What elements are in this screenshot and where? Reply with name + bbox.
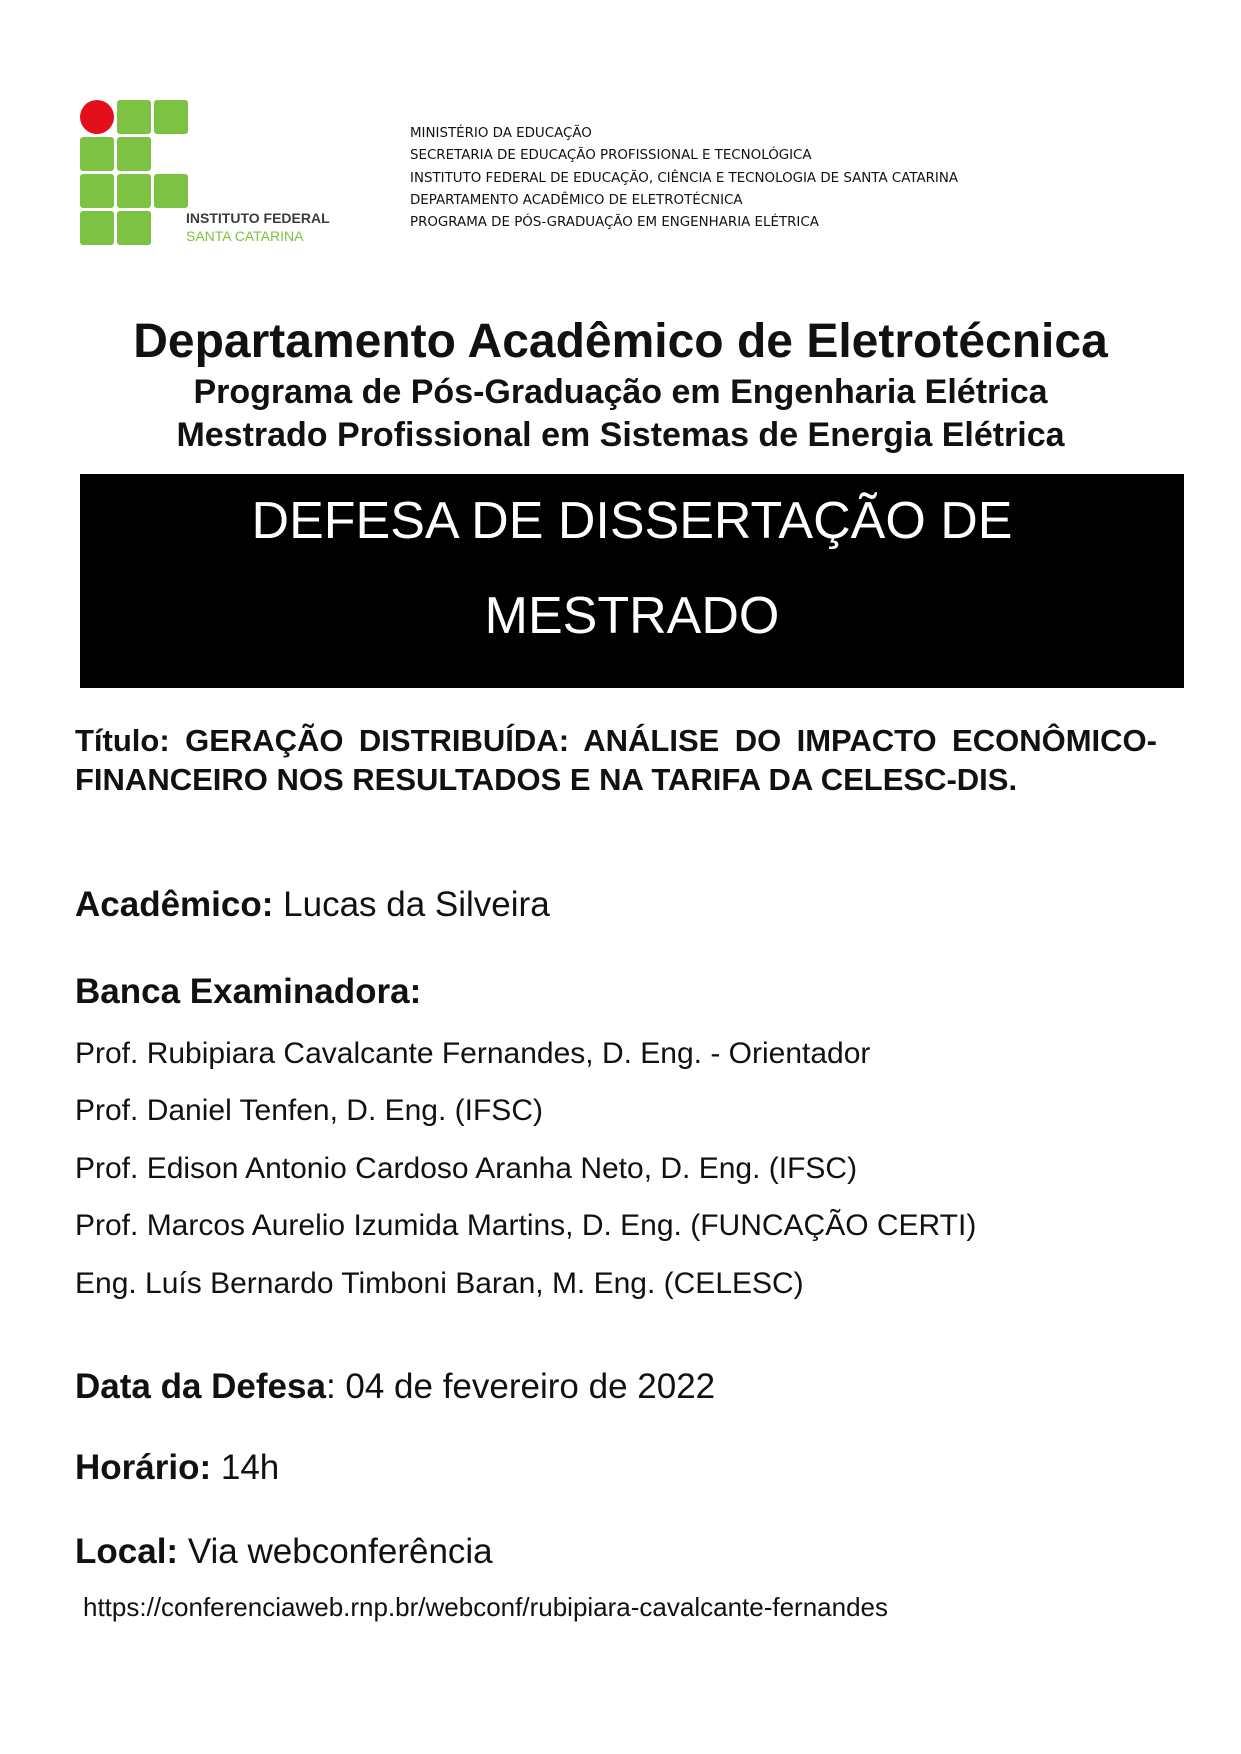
- logo-square: [117, 174, 151, 208]
- time-row: [75, 1446, 279, 1490]
- webconference-link[interactable]: https://conferenciaweb.rnp.br/webconf/rubipiara-cavalcante-fernandes: [83, 1592, 889, 1622]
- institution-line: MINISTÉRIO DA EDUCAÇÃO: [410, 126, 592, 141]
- banner-line-1: DEFESA DE DISSERTAÇÃO DE: [251, 492, 1013, 550]
- institution-line: INSTITUTO FEDERAL DE EDUCAÇÃO, CIÊNCIA E TECNOLOGIA DE SANTA CATARINA: [410, 170, 959, 186]
- student-row: [75, 883, 550, 927]
- board-member: Prof. Marcos Aurelio Izumida Martins, D. Eng. (FUNCAÇÃO CERTI): [75, 1209, 977, 1242]
- date-label: Data da Defesa: [75, 1367, 326, 1406]
- logo-square: [154, 100, 188, 134]
- location-label: Local:: [75, 1532, 179, 1571]
- date-value: : 04 de fevereiro de 2022: [325, 1367, 716, 1406]
- time-label: Horário:: [75, 1448, 212, 1487]
- logo-square: [80, 211, 114, 245]
- title-label: Título:: [75, 723, 170, 758]
- time-value: 14h: [220, 1448, 280, 1487]
- logo-name: INSTITUTO FEDERAL: [186, 210, 330, 226]
- date-row: [75, 1365, 715, 1409]
- student-name: Lucas da Silveira: [283, 885, 550, 924]
- board-heading: [75, 970, 421, 1014]
- institution-line: PROGRAMA DE PÓS-GRADUAÇÃO EM ENGENHARIA ELÉTRICA: [410, 215, 819, 231]
- location-value: Via webconferência: [187, 1532, 493, 1571]
- student-label: Acadêmico:: [75, 885, 274, 924]
- logo-square: [117, 137, 151, 171]
- board-member: Eng. Luís Bernardo Timboni Baran, M. Eng. (CELESC): [75, 1267, 804, 1300]
- logo-square: [117, 211, 151, 245]
- banner-line-2: MESTRADO: [484, 587, 780, 645]
- institution-line: SECRETARIA DE EDUCAÇÃO PROFISSIONAL E TECNOLÓGICA: [410, 148, 812, 164]
- program-heading: Programa de Pós-Graduação em Engenharia Elétrica: [193, 373, 1048, 411]
- institution-line: DEPARTAMENTO ACADÊMICO DE ELETROTÉCNICA: [410, 192, 743, 208]
- course-heading: Mestrado Profissional em Sistemas de Energia Elétrica: [176, 416, 1065, 454]
- board-member: Prof. Edison Antonio Cardoso Aranha Neto, D. Eng. (IFSC): [75, 1152, 858, 1185]
- logo-red-dot: [80, 100, 114, 134]
- board-member: Prof. Rubipiara Cavalcante Fernandes, D. Eng. - Orientador: [75, 1037, 871, 1070]
- location-row: [75, 1530, 493, 1574]
- logo-square: [154, 174, 188, 208]
- logo-subtitle: SANTA CATARINA: [186, 228, 304, 244]
- logo-square: [80, 137, 114, 171]
- dissertation-title: [75, 721, 1157, 799]
- logo-square: [80, 174, 114, 208]
- department-heading: Departamento Acadêmico de Eletrotécnica: [133, 315, 1108, 368]
- defense-banner: [80, 474, 1184, 688]
- institution-header: [410, 123, 958, 234]
- logo-square: [117, 100, 151, 134]
- board-member: Prof. Daniel Tenfen, D. Eng. (IFSC): [75, 1094, 543, 1127]
- board-label: Banca Examinadora:: [75, 972, 422, 1011]
- ifsc-logo: [80, 100, 340, 250]
- title-text: GERAÇÃO DISTRIBUÍDA: ANÁLISE DO IMPACTO ECONÔMICO-FINANCEIRO NOS RESULTADOS E NA TARIFA DA CELESC-DIS.: [75, 723, 1157, 797]
